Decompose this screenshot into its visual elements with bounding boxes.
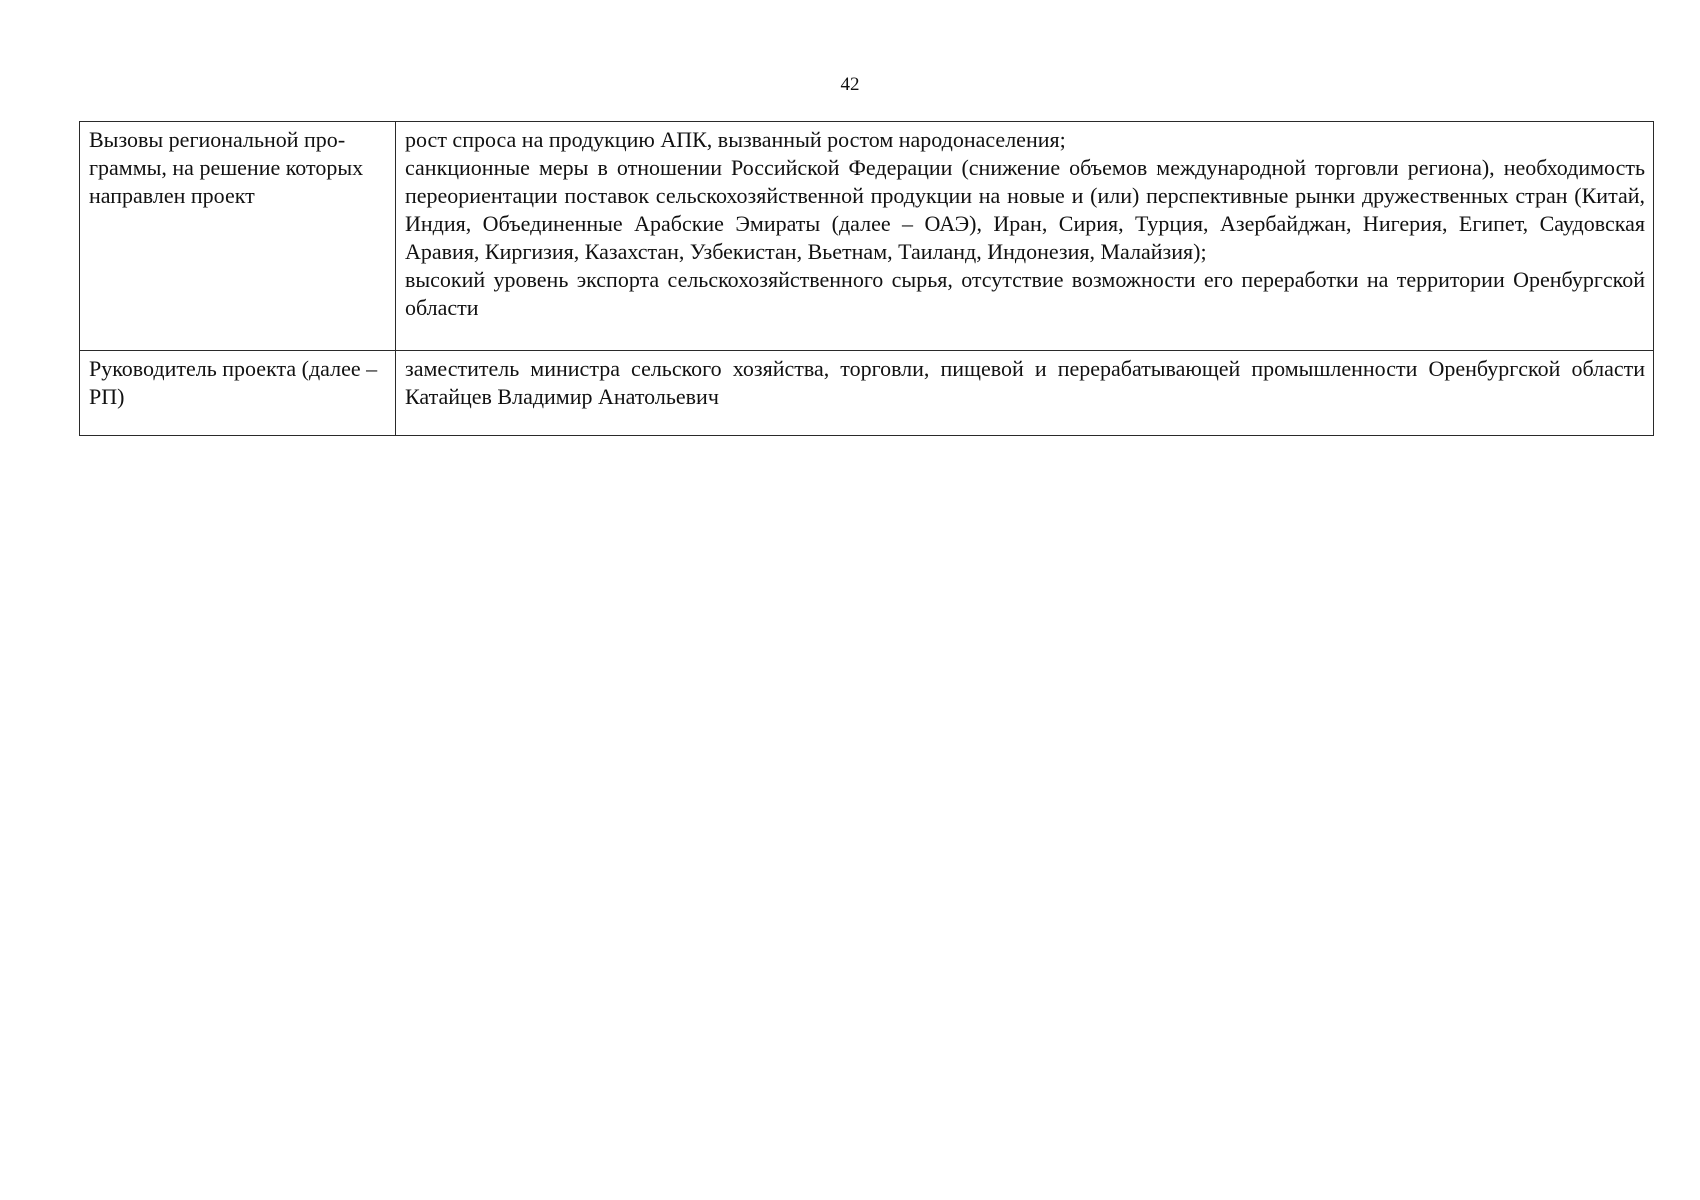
challenge-item-raw-export: высокий уровень экспорта сельскохозяйственного сырья, отсутствие возможности его переработки на территории Оренбургской области [405, 267, 1645, 320]
page-number: 42 [840, 74, 860, 95]
project-passport-table [79, 121, 1654, 436]
row-label-project-leader: Руководитель проекта (далее – РП) [80, 351, 396, 436]
table-row-challenges [80, 122, 1654, 351]
row-label-challenges: Вызовы региональной программы, на решение которых направлен проект [80, 122, 396, 351]
table-row-project-leader [80, 351, 1654, 436]
challenge-item-sanctions: санкционные меры в отношении Российской Федерации (снижение объемов международной торговли региона), необходимость переориентации поставок сельскохозяйственной продукции на новые и (или) перспективные рынки дружественных стран (Китай, Индия, Объединенные Арабские Эмираты (далее – ОАЭ), Иран, Сирия, Турция, Азербайджан, Нигерия, Египет, Саудовская Аравия, Киргизия, Казахстан, Узбекистан, Вьетнам, Таиланд, Индонезия, Малайзия); [405, 155, 1645, 264]
row-content-challenges [396, 122, 1654, 351]
row-content-project-leader [396, 351, 1654, 436]
challenge-item-demand-growth: рост спроса на продукцию АПК, вызванный ростом народонаселения; [405, 127, 1066, 152]
project-leader-text: заместитель министра сельского хозяйства, торговли, пищевой и перерабатывающей промышленности Оренбургской области Катайцев Владимир Анатольевич [405, 356, 1645, 409]
